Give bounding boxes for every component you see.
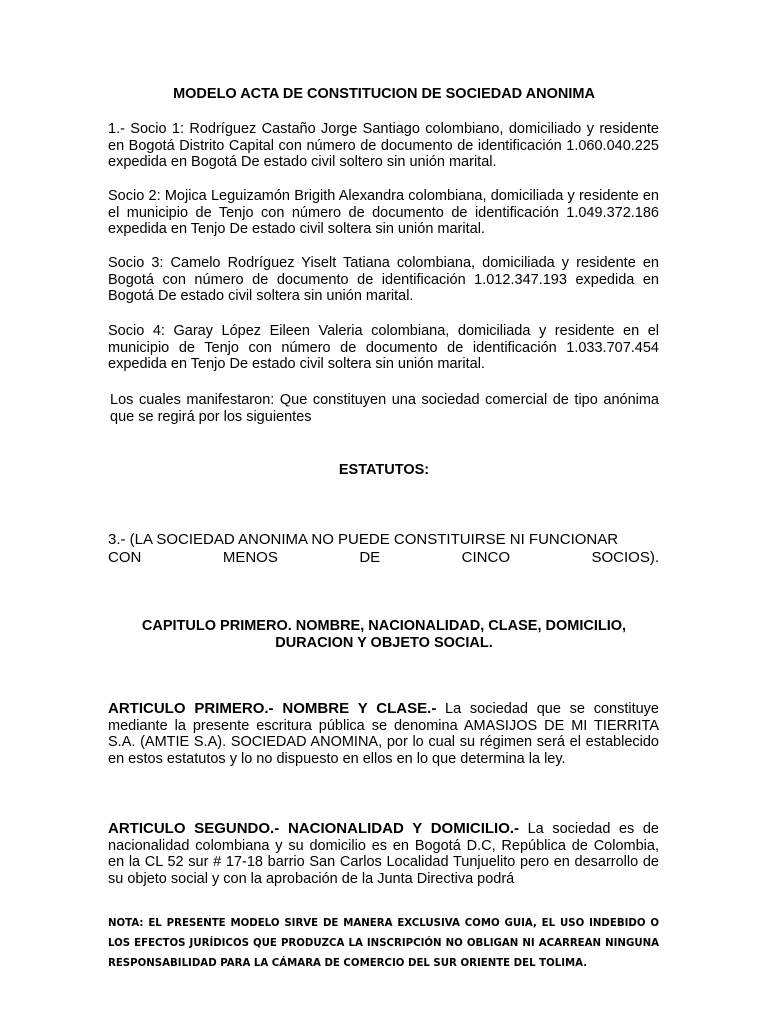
articulo-segundo-heading: ARTICULO SEGUNDO.- NACIONALIDAD Y DOMICILIO.- bbox=[108, 820, 520, 837]
point-3-line-1: 3.- (LA SOCIEDAD ANONIMA NO PUEDE CONSTITUIRSE NI FUNCIONAR bbox=[108, 531, 619, 548]
socio-4-paragraph: Socio 4: Garay López Eileen Valeria colombiana, domiciliada y residente en el municipio de Tenjo con número de documento de identificación 1.033.707.454 expedida en Tenjo De estado civil soltera sin unión marital. bbox=[108, 323, 659, 372]
point-3-word: DE bbox=[359, 549, 381, 566]
point-3-word: CON bbox=[108, 549, 142, 566]
capitulo-heading bbox=[108, 618, 660, 652]
socio-2-paragraph: Socio 2: Mojica Leguizamón Brigith Alexandra colombiana, domiciliada y residente en el municipio de Tenjo con número de documento de identificación 1.049.372.186 expedida en Tenjo De estado civil soltera sin unión marital. bbox=[108, 188, 659, 237]
articulo-segundo-text: La sociedad es de nacionalidad colombiana y su domicilio es en Bogotá D.C, República de Colombia, en la CL 52 sur # 17-18 barrio San Carlos Localidad Tunjuelito pero en desarrollo de su objeto social y con la aprobación de la Junta Directiva podrá bbox=[108, 821, 660, 887]
document-title: MODELO ACTA DE CONSTITUCION DE SOCIEDAD ANONIMA bbox=[173, 86, 595, 102]
point-3-paragraph bbox=[108, 531, 659, 567]
articulo-segundo-paragraph bbox=[108, 821, 659, 887]
articulo-primero-text: La sociedad que se constituye mediante la presente escritura pública se denomina AMASIJOS DE MI TIERRITA S.A. (AMTIE S.A). SOCIEDAD ANOMINA, por lo cual su régimen será el establecido en estos estatutos y lo no dispuesto en ellos en lo que determina la ley. bbox=[108, 701, 659, 767]
socio-3-paragraph: Socio 3: Camelo Rodríguez Yiselt Tatiana colombiana, domiciliada y residente en Bogotá con número de documento de identificación 1.012.347.193 expedida en Bogotá De estado civil soltera sin unión marital. bbox=[108, 255, 659, 304]
capitulo-heading-line-2: DURACION Y OBJETO SOCIAL. bbox=[275, 635, 493, 651]
point-3-word: SOCIOS). bbox=[591, 549, 659, 566]
manifestaron-paragraph: Los cuales manifestaron: Que constituyen una sociedad comercial de tipo anónima que se regirá por los siguientes bbox=[110, 392, 659, 425]
articulo-primero-paragraph bbox=[108, 701, 659, 767]
estatutos-heading: ESTATUTOS: bbox=[338, 462, 430, 478]
articulo-primero-heading: ARTICULO PRIMERO.- NOMBRE Y CLASE.- bbox=[108, 700, 437, 717]
socio-1-paragraph: 1.- Socio 1: Rodríguez Castaño Jorge Santiago colombiano, domiciliado y residente en Bogotá Distrito Capital con número de documento de identificación 1.060.040.225 expedida en Bogotá De estado civil soltero sin unión marital. bbox=[108, 121, 659, 170]
capitulo-heading-line-1: CAPITULO PRIMERO. NOMBRE, NACIONALIDAD, CLASE, DOMICILIO, bbox=[141, 618, 627, 634]
point-3-word: CINCO bbox=[461, 549, 510, 566]
point-3-word: MENOS bbox=[222, 549, 278, 566]
point-3-line-2 bbox=[108, 549, 659, 567]
disclaimer-note: NOTA: EL PRESENTE MODELO SIRVE DE MANERA EXCLUSIVA COMO GUIA, EL USO INDEBIDO O LOS EFECTOS JURÍDICOS QUE PRODUZCA LA INSCRIPCIÓN NO OBLIGAN NI ACARREAN NINGUNA RESPONSABILIDAD PARA LA CÁMARA DE COMERCIO DEL SUR ORIENTE DEL TOLIMA. bbox=[108, 918, 659, 969]
